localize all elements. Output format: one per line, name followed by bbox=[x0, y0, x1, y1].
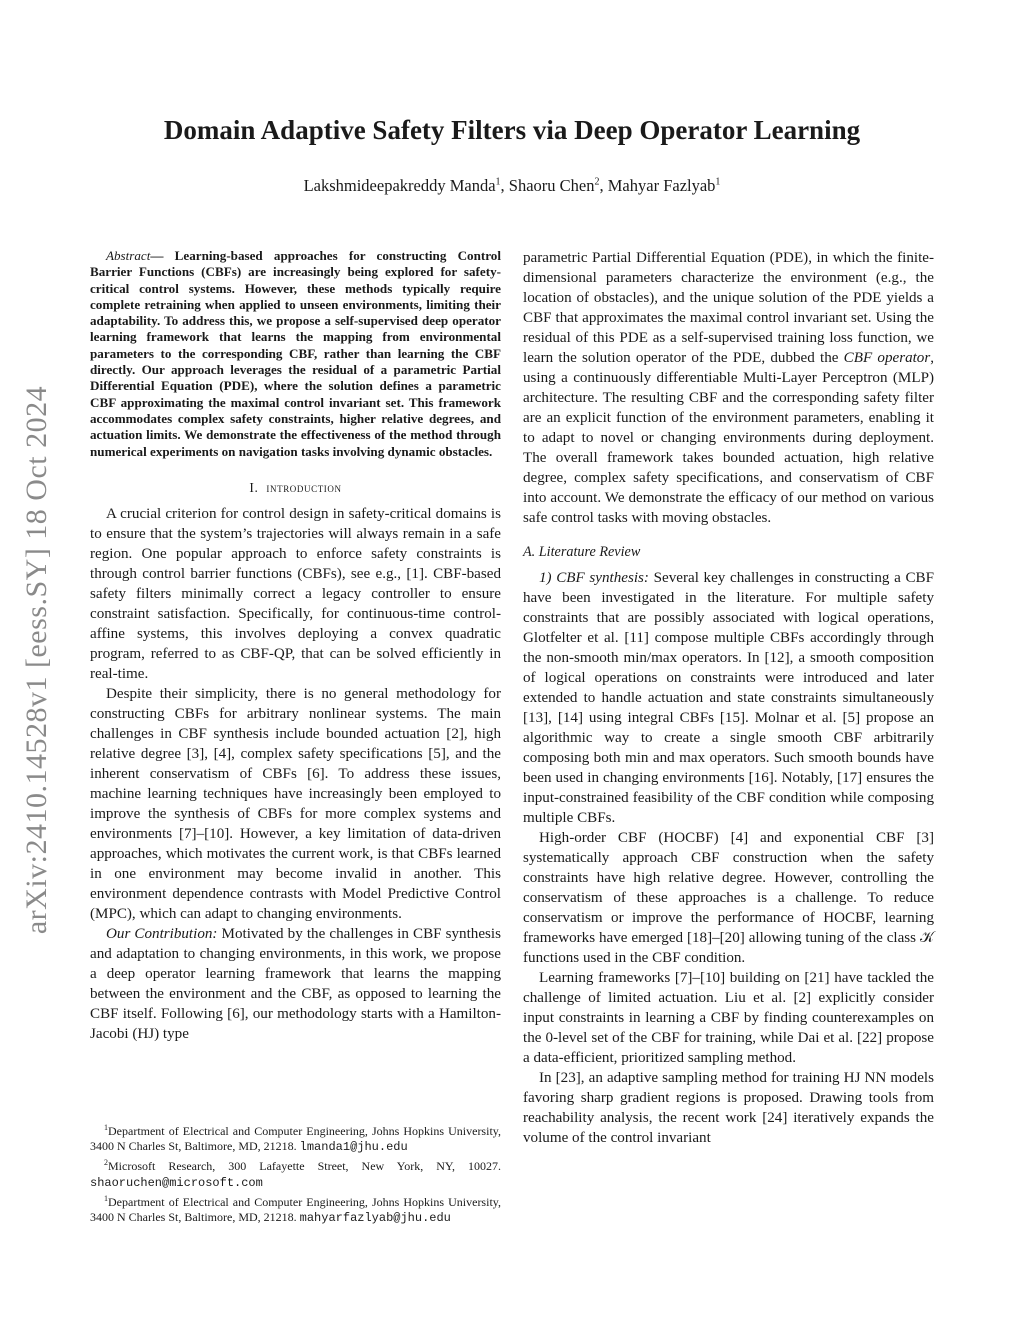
author-affiliation-mark: 1 bbox=[495, 176, 501, 188]
author-name: Shaoru Chen bbox=[508, 176, 595, 195]
paragraph-text: , using a continuously differentiable Multi-Layer Perceptron (MLP) architecture. The resulting CBF and the corresponding safety filter are an explicit function of the environment parameters, enabling it to adapt to novel or changing environments during deployment. The overall framework takes bounded actuation, high relative degree, complex safety specifications, and conservatism of CBF into account. We demonstrate the efficacy of our method on various safe control tasks with moving obstacles. bbox=[523, 350, 935, 526]
footnote-text: Department of Electrical and Computer Engineering, Johns Hopkins University, 3400 N Charles St, Baltimore, MD, 21218. bbox=[90, 1124, 501, 1154]
continued-paragraph bbox=[523, 248, 934, 528]
cbf-operator-term: CBF operator bbox=[843, 350, 931, 366]
abstract-text: Learning-based approaches for constructing Control Barrier Functions (CBFs) are increasingly being explored for safety-critical control systems. However, these methods typically require complete retraining when applied to unseen environments, limiting their adaptability. To address this, we propose a self-supervised deep operator learning framework that learns the mapping from environmental parameters to the corresponding CBF, rather than learning the CBF directly. Our approach leverages the residual of a parametric Partial Differential Equation (PDE), where the solution defines a parametric CBF approximating the maximal control invariant set. This framework accommodates complex safety constraints, higher relative degrees, and actuation limits. We demonstrate the effectiveness of the method through numerical experiments on navigation tasks involving dynamic obstacles. bbox=[90, 248, 501, 459]
paragraph-text: parametric Partial Differential Equation (PDE), in which the finite-dimensional parameters characterize the environment (e.g., the location of obstacles), and the unique solution of the PDE yields a CBF that approximates the maximal control invariant set. Using the residual of this PDE as a self-supervised training loss function, we learn the solution operator of the PDE, dubbed the bbox=[523, 250, 934, 366]
left-column bbox=[90, 248, 501, 1044]
class-k-symbol: 𝒦 bbox=[919, 930, 934, 946]
author-affiliation-mark: 2 bbox=[594, 176, 600, 188]
section-title: introduction bbox=[266, 479, 342, 495]
abstract bbox=[90, 248, 501, 460]
footnote-mark: 1 bbox=[104, 1193, 108, 1203]
author-name: Mahyar Fazlyab bbox=[607, 176, 716, 195]
author-separator: , bbox=[599, 176, 608, 195]
author-separator: , bbox=[500, 176, 509, 195]
section-number: I. bbox=[249, 479, 259, 495]
footnote-text: Microsoft Research, 300 Lafayette Street, New York, NY, 10027. bbox=[108, 1159, 501, 1174]
footnote-text: Department of Electrical and Computer Engineering, Johns Hopkins University, 3400 N Charles St, Baltimore, MD, 21218. bbox=[90, 1194, 501, 1225]
paragraph-text: Several key challenges in constructing a CBF have been investigated in the literature. For multiple safety constraints that are possibly associated with logical operations, Glotfelter et al. [11] compose multiple CBFs accordingly through the non-smooth min/max operators. In [12], a smooth composition of logical operations on constraints were introduced and later extended to handle actuation and state constraints simultaneously [13], [14] using integral CBFs [15]. Molnar et al. [5] propose an algorithmic way to create a single smooth CBF arbitrarily composing both min and max operators. Such smooth bounds have been used in changing environments [16]. Notably, [17] ensures the input-constrained feasibility of the CBF condition while composing multiple CBFs. bbox=[523, 570, 934, 826]
contribution-paragraph bbox=[90, 924, 501, 1044]
paragraph-text: High-order CBF (HOCBF) [4] and exponential CBF [3] systematically approach CBF construction when the safety constraints have high relative degree. However, controlling the conservatism of these approaches is a challenge. To reduce conservatism or improve the performance of HOCBF, learning frameworks have emerged [18]–[20] allowing tuning of the class bbox=[523, 830, 934, 946]
literature-paragraph bbox=[523, 828, 934, 968]
footnote bbox=[90, 1155, 501, 1190]
literature-paragraph: Learning frameworks [7]–[10] building on [21] have tackled the challenge of limited actuation. Liu et al. [2] explicitly consider input constraints in learning a CBF by finding counterexamples on the 0-level set of the CBF for training, while Dai et al. [22] propose a data-efficient, prioritized sampling method. bbox=[523, 970, 934, 1066]
footnote-email[interactable]: shaoruchen@microsoft.com bbox=[90, 1175, 263, 1190]
subsection-heading-literature-review: A. Literature Review bbox=[523, 544, 641, 560]
author-name: Lakshmideepakreddy Manda bbox=[303, 176, 496, 195]
footnote-mark: 1 bbox=[104, 1123, 108, 1132]
footnote-email[interactable]: lmanda1@jhu.edu bbox=[299, 1140, 408, 1155]
author-affiliation-mark: 1 bbox=[715, 176, 721, 188]
contribution-text: Motivated by the challenges in CBF synthesis and adaptation to changing environments, in this work, we propose a deep operator learning framework that learns the mapping between the environment and the CBF, as opposed to learning the CBF itself. Following [6], our methodology starts with a Hamilton-Jacobi (HJ) type bbox=[90, 925, 501, 1042]
arxiv-identifier-text: arXiv:2410.14528v1 [eess.SY] 18 Oct 2024 bbox=[20, 385, 53, 935]
footnote-mark: 2 bbox=[104, 1158, 108, 1168]
intro-paragraph: A crucial criterion for control design in safety-critical domains is to ensure that the system’s trajectories will always remain in a safe region. One popular approach to enforce safety constraints is through control barrier functions (CBFs), see e.g., [1]. CBF-based safety filters minimally correct a legacy controller to ensure constraint satisfaction. Specifically, for continuous-time control-affine systems, this involves deploying a convex quadratic program, referred to as CBF-QP, that can be solved efficiently in real-time. bbox=[90, 505, 501, 682]
footnote-email[interactable]: mahyarfazlyab@jhu.edu bbox=[299, 1211, 451, 1226]
abstract-label: Abstract bbox=[106, 248, 151, 263]
right-column bbox=[523, 248, 934, 1148]
arxiv-identifier bbox=[12, 360, 62, 960]
footnotes bbox=[90, 1120, 501, 1226]
literature-paragraph: In [23], an adaptive sampling method for training HJ NN models favoring sharp gradient regions is proposed. Drawing tools from reachability analysis, the recent work [24] iteratively expands the volume of the control invariant bbox=[523, 1070, 934, 1146]
intro-paragraph: Despite their simplicity, there is no general methodology for constructing CBFs for arbitrary nonlinear systems. The main challenges in CBF synthesis include bounded actuation [2], high relative degree [3], [4], complex safety specifications [5], and the inherent conservatism of CBFs [6]. To address these issues, machine learning techniques have increasingly been employed to improve the synthesis of CBFs for more complex systems and environments [7]–[10]. However, a key limitation of data-driven approaches, which motivates the current work, is that CBFs learned in one environment may become invalid in another. This environment dependence contrasts with Model Predictive Control (MPC), which can adapt to changing environments. bbox=[90, 685, 501, 922]
abstract-dash: — bbox=[150, 248, 175, 263]
paragraph-text: functions used in the CBF condition. bbox=[523, 950, 746, 966]
paper-title: Domain Adaptive Safety Filters via Deep Operator Learning bbox=[163, 115, 861, 145]
paragraph-label: 1) CBF synthesis: bbox=[539, 570, 649, 586]
footnote bbox=[90, 1120, 501, 1155]
author-list bbox=[90, 176, 934, 196]
cbf-synthesis-paragraph bbox=[523, 568, 934, 828]
section-heading-introduction bbox=[90, 478, 501, 498]
contribution-label: Our Contribution: bbox=[106, 925, 218, 942]
footnote bbox=[90, 1191, 501, 1226]
